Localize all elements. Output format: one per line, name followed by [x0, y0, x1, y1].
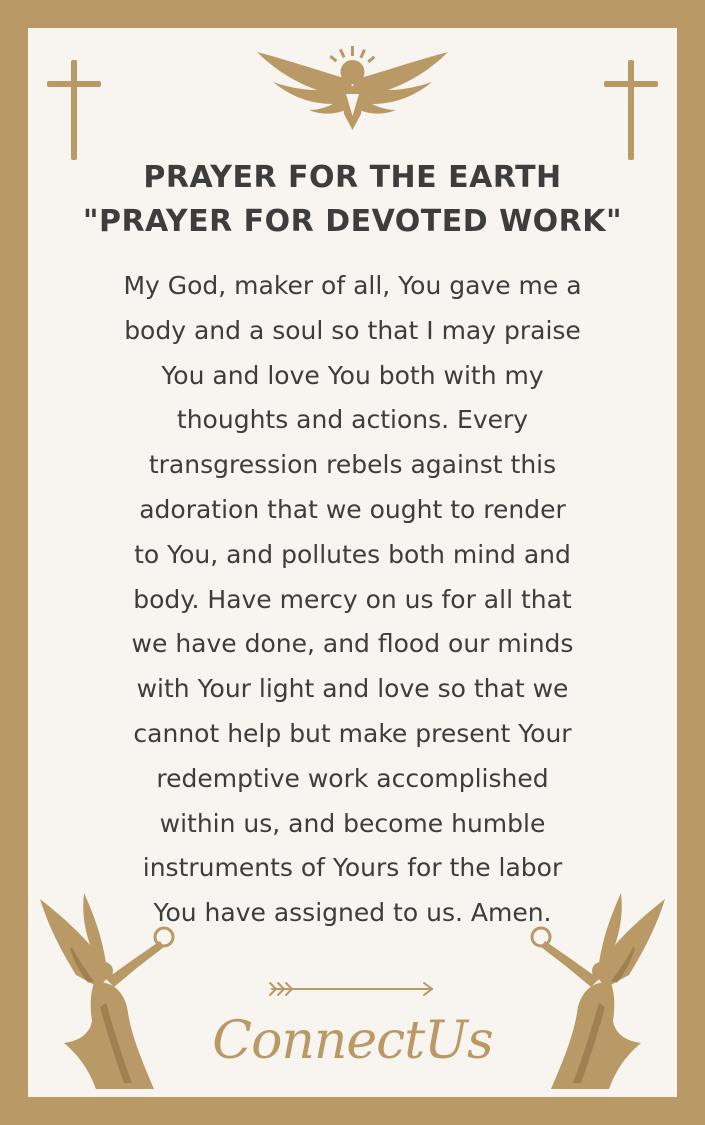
prayer-line: thoughts and actions. Every	[176, 405, 529, 435]
prayer-line: within us, and become humble	[159, 808, 546, 838]
arrow-icon	[268, 979, 436, 999]
title-line-1: PRAYER FOR THE EARTH	[143, 160, 562, 195]
prayer-card	[28, 28, 677, 1097]
prayer-line: transgression rebels against this	[148, 450, 557, 480]
prayer-line: adoration that we ought to render	[139, 494, 566, 524]
winged-sun-emblem-icon	[255, 44, 450, 134]
prayer-line: with Your light and love so that we	[136, 674, 569, 704]
prayer-line: My God, maker of all, You gave me a	[123, 271, 582, 300]
title-line-2: "PRAYER FOR DEVOTED WORK"	[82, 204, 623, 239]
prayer-line: instruments of Yours for the labor	[142, 853, 563, 883]
prayer-line: You and love You both with my	[161, 360, 544, 390]
prayer-line: body and a soul so that I may praise	[124, 315, 581, 345]
prayer-line: body. Have mercy on us for all that	[133, 584, 572, 614]
cross-icon	[44, 60, 104, 160]
cross-icon	[601, 60, 661, 160]
prayer-line: cannot help but make present Your	[133, 718, 572, 748]
prayer-line: redemptive work accomplished	[156, 763, 549, 793]
prayer-line: to You, and pollutes both mind and	[134, 539, 571, 569]
page-title	[28, 156, 677, 244]
prayer-line: You have assigned to us. Amen.	[153, 898, 552, 928]
brand-logo: ConnectUs	[212, 1011, 493, 1071]
prayer-text	[58, 264, 647, 936]
prayer-line: we have done, and flood our minds	[131, 629, 574, 659]
